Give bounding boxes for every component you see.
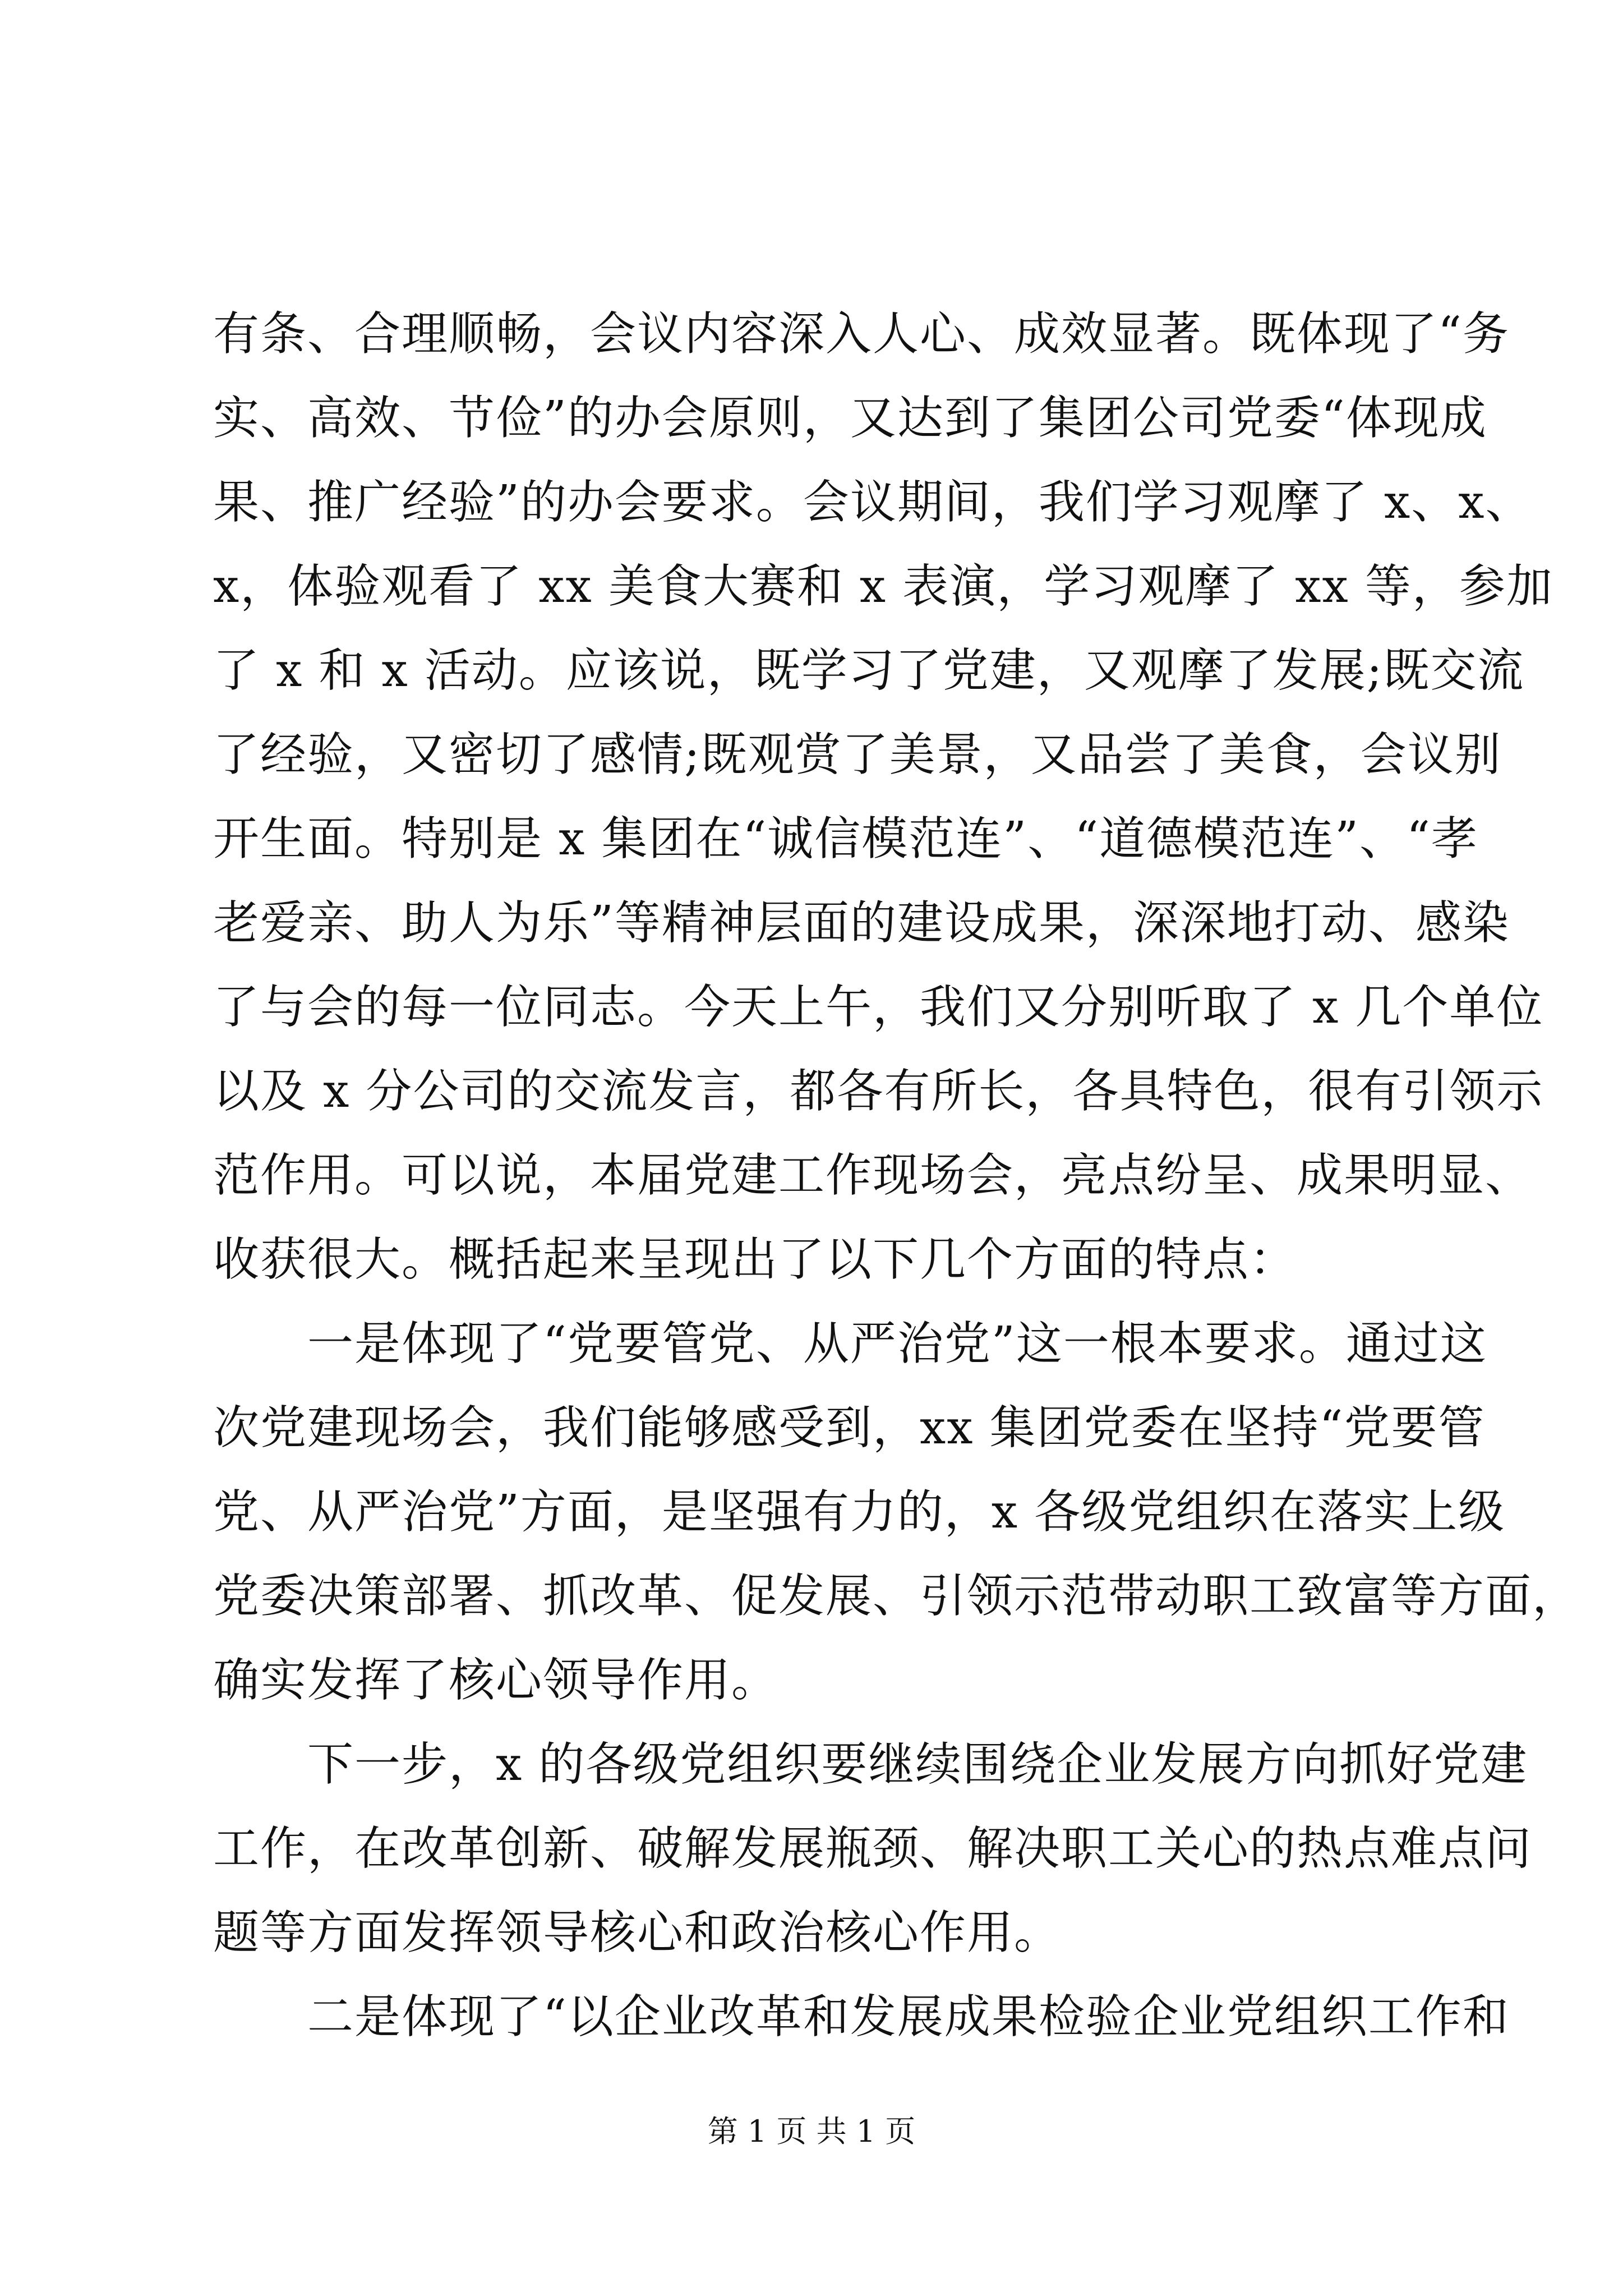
text-line: 了与会的每一位同志。今天上午，我们又分别听取了 x 几个单位 bbox=[213, 981, 1544, 1034]
text-line: 二是体现了“以企业改革和发展成果检验企业党组织工作和 bbox=[307, 1990, 1510, 2044]
text-line: 实、高效、节俭”的办会原则，又达到了集团公司党委“体现成 bbox=[213, 392, 1487, 445]
text-line: 收获很大。概括起来呈现出了以下几个方面的特点： bbox=[213, 1233, 1297, 1286]
text-line: 确实发挥了核心领导作用。 bbox=[213, 1654, 779, 1707]
text-line: 一是体现了“党要管党、从严治党”这一根本要求。通过这 bbox=[307, 1317, 1487, 1370]
text-line: 工作，在改革创新、破解发展瓶颈、解决职工关心的热点难点问 bbox=[213, 1822, 1533, 1875]
text-line: 范作用。可以说，本届党建工作现场会，亮点纷呈、成果明显、 bbox=[213, 1149, 1533, 1202]
text-line: 下一步，x 的各级党组织要继续围绕企业发展方向抓好党建 bbox=[307, 1738, 1528, 1791]
text-line: 以及 x 分公司的交流发言，都各有所长，各具特色，很有引领示 bbox=[213, 1065, 1544, 1118]
text-line: 有条、合理顺畅，会议内容深入人心、成效显著。既体现了“务 bbox=[213, 307, 1510, 361]
text-line: 了 x 和 x 活动。应该说，既学习了党建，又观摩了发展;既交流 bbox=[213, 644, 1525, 697]
text-line: 了经验，又密切了感情;既观赏了美景，又品尝了美食，会议别 bbox=[213, 728, 1502, 781]
text-line: 老爱亲、助人为乐”等精神层面的建设成果，深深地打动、感染 bbox=[213, 896, 1510, 950]
text-line: 次党建现场会，我们能够感受到，xx 集团党委在坚持“党要管 bbox=[213, 1401, 1486, 1455]
page-footer: 第 1 页 共 1 页 bbox=[707, 2114, 916, 2149]
text-line: 党、从严治党”方面，是坚强有力的，x 各级党组织在落实上级 bbox=[213, 1485, 1506, 1539]
text-line: 党委决策部署、抓改革、促发展、引领示范带动职工致富等方面， bbox=[213, 1570, 1580, 1623]
text-line: x，体验观看了 xx 美食大赛和 x 表演，学习观摩了 xx 等，参加 bbox=[213, 560, 1553, 613]
text-line: 开生面。特别是 x 集团在“诚信模范连”、“道德模范连”、“孝 bbox=[213, 812, 1478, 866]
text-line: 果、推广经验”的办会要求。会议期间，我们学习观摩了 x、x、 bbox=[213, 476, 1533, 529]
text-line: 题等方面发挥领导核心和政治核心作用。 bbox=[213, 1906, 1062, 1959]
